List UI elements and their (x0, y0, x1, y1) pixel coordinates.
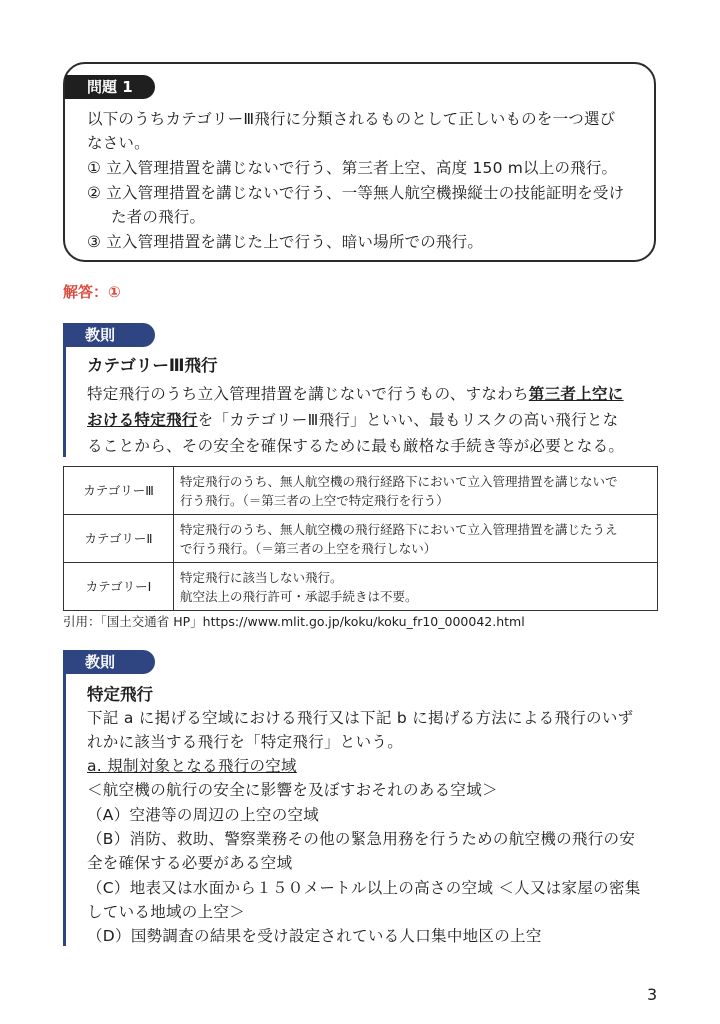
choice-1: ① 立入管理措置を講じないで行う、第三者上空、高度 150 m以上の飛行。 (87, 159, 618, 177)
category-name: カテゴリーⅡ (64, 515, 174, 563)
rule-heading: 特定飛行 (87, 685, 153, 704)
list-item-cont: 全を確保する必要がある空域 (87, 854, 293, 872)
table-row (64, 563, 658, 611)
list-item-cont: している地域の上空＞ (87, 903, 246, 921)
citation: 引用：「国土交通省 HP」https://www.mlit.go.jp/koku/koku_fr10_000042.html (63, 614, 525, 629)
rule-subheading: a. 規制対象となる飛行の空域 (87, 757, 297, 775)
rule-text-emphasis: おける特定飛行 (87, 411, 198, 429)
question-text: なさい。 (87, 134, 150, 152)
answer: 解答：① (63, 283, 121, 301)
category-table (63, 466, 658, 611)
table-row (64, 515, 658, 563)
rule-bar (63, 347, 66, 457)
rule-text (87, 384, 624, 404)
category-desc: 特定飛行に該当しない飛行。 航空法上の飛行許可・承認手続きは不要。 (174, 563, 658, 611)
rule-bar (63, 674, 66, 946)
rule-text: ＜航空機の航行の安全に影響を及ぼすおそれのある空域＞ (87, 781, 498, 799)
rule-text-emphasis: 第三者上空に (528, 385, 624, 403)
rule-heading: カテゴリーⅢ飛行 (87, 356, 218, 375)
category-name: カテゴリーⅠ (64, 563, 174, 611)
rule-text-part: 特定飛行のうち立入管理措置を講じないで行うもの、すなわち (87, 385, 529, 403)
list-item: （D）国勢調査の結果を受け設定されている人口集中地区の上空 (87, 927, 542, 945)
list-item: （A）空港等の周辺の上空の空域 (87, 806, 320, 824)
list-item: （C）地表又は水面から１５０メートル以上の高さの空域 ＜人又は家屋の密集 (87, 879, 641, 897)
choice-2: ② 立入管理措置を講じないで行う、一等無人航空機操縦士の技能証明を受け (87, 184, 625, 202)
category-desc: 特定飛行のうち、無人航空機の飛行経路下において立入管理措置を講じたうえ で行う飛行。（＝第三者の上空を飛行しない） (174, 515, 658, 563)
rule-text: ることから、その安全を確保するために最も厳格な手続き等が必要となる。 (87, 437, 625, 455)
question-text: 以下のうちカテゴリーⅢ飛行に分類されるものとして正しいものを一つ選び (87, 110, 616, 128)
question-tag: 問題 1 (65, 75, 155, 99)
rule-text (87, 410, 618, 430)
rule-text: れかに該当する飛行を「特定飛行」という。 (87, 733, 404, 751)
choice-3: ③ 立入管理措置を講じた上で行う、暗い場所での飛行。 (87, 233, 484, 251)
rule-text-part: を「カテゴリーⅢ飛行」といい、最もリスクの高い飛行とな (197, 411, 619, 429)
table-row (64, 467, 658, 515)
category-desc: 特定飛行のうち、無人航空機の飛行経路下において立入管理措置を講じないで 行う飛行。（＝第三者の上空で特定飛行を行う） (174, 467, 658, 515)
list-item: （B）消防、救助、警察業務その他の緊急用務を行うための航空機の飛行の安 (87, 830, 636, 848)
rule-tag: 教則 (63, 323, 155, 347)
rule-text: 下記 a に掲げる空域における飛行又は下記 b に掲げる方法による飛行のいず (87, 709, 634, 727)
rule-tag: 教則 (63, 650, 155, 674)
page-number: 3 (647, 985, 658, 1004)
category-name: カテゴリーⅢ (64, 467, 174, 515)
choice-2-cont: た者の飛行。 (111, 208, 206, 226)
